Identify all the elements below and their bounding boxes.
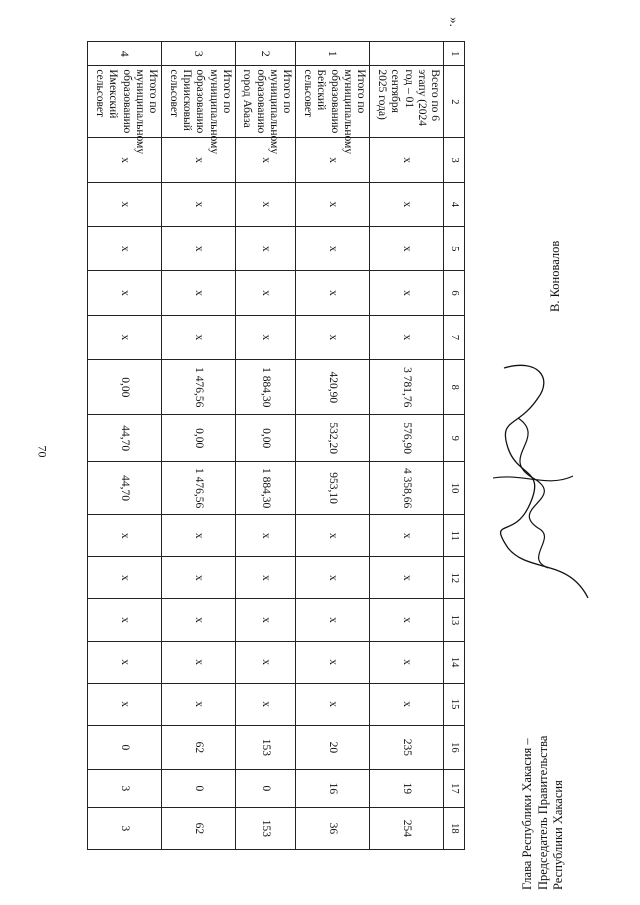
column-number: 10 (444, 462, 465, 515)
table-cell: x (296, 315, 370, 359)
table-cell: 16 (296, 770, 370, 808)
column-number: 8 (444, 360, 465, 415)
table-cell: x (296, 683, 370, 725)
table-row (235, 42, 295, 850)
table-cell: 20 (296, 725, 370, 769)
table-cell: x (235, 227, 295, 271)
table-cell: x (88, 182, 162, 226)
column-number: 13 (444, 599, 465, 641)
table-cell: x (296, 271, 370, 315)
table-cell: x (296, 599, 370, 641)
column-number: 14 (444, 641, 465, 683)
table-cell: x (296, 138, 370, 182)
signature-position (520, 620, 567, 890)
table-cell: x (162, 557, 236, 599)
table-cell: x (296, 182, 370, 226)
row-name: Итого по муниципальному образованию Имекский сельсовет (88, 66, 162, 138)
table-cell: x (88, 557, 162, 599)
table-cell: x (296, 557, 370, 599)
column-number: 1 (444, 42, 465, 66)
table-cell: x (235, 557, 295, 599)
column-number: 11 (444, 515, 465, 557)
table-cell: x (162, 271, 236, 315)
table-cell: x (88, 138, 162, 182)
table-container (87, 41, 465, 850)
page-number: 70 (35, 445, 50, 458)
table-cell: 36 (296, 807, 370, 849)
table-cell: 3 (88, 807, 162, 849)
table-cell: x (296, 515, 370, 557)
table-cell: 1 884,30 (235, 360, 295, 415)
table-cell: 0,00 (235, 415, 295, 462)
row-name: Итого по муниципальному образованию Бейский сельсовет (296, 66, 370, 138)
table-cell: x (162, 683, 236, 725)
table-cell: 1 476,56 (162, 360, 236, 415)
position-line-2: Председатель Правительства (535, 735, 550, 890)
column-number: 6 (444, 271, 465, 315)
table-cell: 19 (370, 770, 444, 808)
column-number: 3 (444, 138, 465, 182)
table-cell: x (235, 271, 295, 315)
table-cell: 0 (235, 770, 295, 808)
table-cell: x (235, 683, 295, 725)
table-cell: 44,70 (88, 462, 162, 515)
table-cell: 153 (235, 725, 295, 769)
row-index: 2 (235, 42, 295, 66)
table-cell: 532,20 (296, 415, 370, 462)
column-number: 2 (444, 66, 465, 138)
table-cell: x (235, 138, 295, 182)
table-cell: 0 (162, 770, 236, 808)
table-cell: x (88, 641, 162, 683)
table-cell: 3 781,76 (370, 360, 444, 415)
table-cell: x (88, 683, 162, 725)
table-cell: 153 (235, 807, 295, 849)
table-cell: 953,10 (296, 462, 370, 515)
row-index: 4 (88, 42, 162, 66)
table-cell: x (370, 315, 444, 359)
row-index: 1 (296, 42, 370, 66)
table-row (88, 42, 162, 850)
column-number: 15 (444, 683, 465, 725)
column-number: 18 (444, 807, 465, 849)
row-name: Всего по 6 этапу (2024 год – 01 сентября 2025 года) (370, 66, 444, 138)
closing-quote-mark: ». (446, 17, 462, 27)
table-cell: 0,00 (162, 415, 236, 462)
table-cell: x (88, 515, 162, 557)
table-cell: 235 (370, 725, 444, 769)
table-cell: x (162, 515, 236, 557)
table-cell: x (235, 315, 295, 359)
summary-table (87, 41, 465, 850)
column-number: 4 (444, 182, 465, 226)
table-cell: 576,90 (370, 415, 444, 462)
position-line-1: Глава Республики Хакасия – (520, 738, 534, 890)
table-cell: 4 358,66 (370, 462, 444, 515)
table-cell: x (296, 227, 370, 271)
table-cell: x (162, 227, 236, 271)
table-cell: x (162, 138, 236, 182)
table-row (296, 42, 370, 850)
table-cell: 254 (370, 807, 444, 849)
row-name: Итого по муниципальному образованию город Абаза (235, 66, 295, 138)
table-cell: x (88, 315, 162, 359)
table-row (370, 42, 444, 850)
table-cell: 0 (88, 725, 162, 769)
column-number: 12 (444, 557, 465, 599)
table-cell: x (88, 271, 162, 315)
handwritten-signature (478, 358, 598, 608)
table-cell: x (162, 599, 236, 641)
column-number: 5 (444, 227, 465, 271)
table-cell: x (235, 182, 295, 226)
table-row (162, 42, 236, 850)
table-cell: x (370, 182, 444, 226)
table-cell: 1 476,56 (162, 462, 236, 515)
column-number: 7 (444, 315, 465, 359)
table-cell: x (370, 227, 444, 271)
table-cell: x (162, 182, 236, 226)
table-cell: x (88, 599, 162, 641)
table-cell: x (370, 599, 444, 641)
table-cell: x (235, 515, 295, 557)
column-number: 17 (444, 770, 465, 808)
position-line-3: Республики Хакасия (551, 780, 566, 890)
table-cell: x (370, 271, 444, 315)
table-cell: x (296, 641, 370, 683)
column-number: 16 (444, 725, 465, 769)
table-cell: 0,00 (88, 360, 162, 415)
signer-name: В. Коновалов (548, 240, 562, 312)
table-cell: x (370, 138, 444, 182)
table-cell: x (235, 599, 295, 641)
table-cell: 62 (162, 807, 236, 849)
row-index (370, 42, 444, 66)
table-cell: x (370, 557, 444, 599)
header-row (444, 42, 465, 850)
table-cell: x (88, 227, 162, 271)
table-cell: 420,90 (296, 360, 370, 415)
table-cell: x (370, 641, 444, 683)
table-cell: 62 (162, 725, 236, 769)
table-cell: 1 884,30 (235, 462, 295, 515)
table-cell: x (162, 315, 236, 359)
column-number: 9 (444, 415, 465, 462)
table-cell: x (370, 683, 444, 725)
row-name: Итого по муниципальному образованию Приисковый сельсовет (162, 66, 236, 138)
table-cell: 3 (88, 770, 162, 808)
row-index: 3 (162, 42, 236, 66)
table-cell: 44,70 (88, 415, 162, 462)
table-cell: x (370, 515, 444, 557)
table-cell: x (235, 641, 295, 683)
table-cell: x (162, 641, 236, 683)
